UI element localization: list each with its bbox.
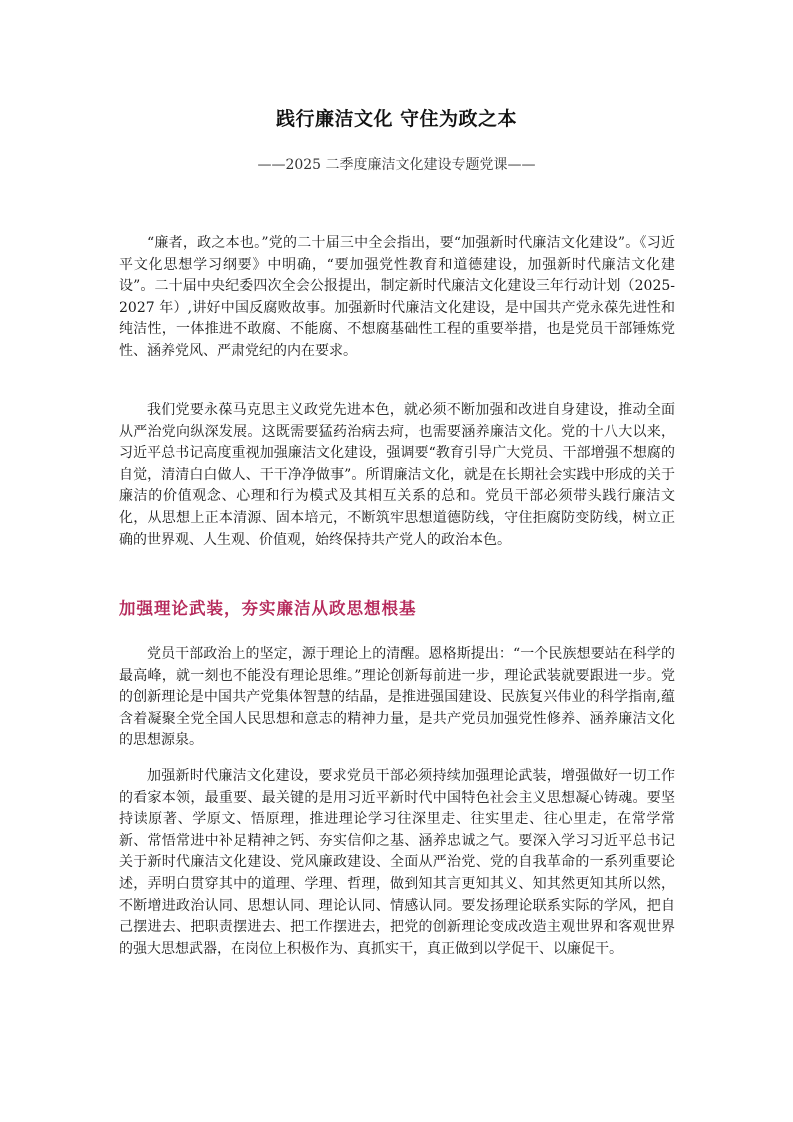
document-title: 践行廉洁文化 守住为政之本 — [275, 108, 518, 130]
paragraph: 党员干部政治上的坚定，源于理论上的清醒。恩格斯提出：“一个民族想要站在科学的最高峰，就一刻也不能没有理论思维。”理论创新每前进一步，理论武装就要跟进一步。党的创新理论是中国共产党集体智慧的结晶，是推进强国建设、民族复兴伟业的科学指南,蕴含着凝聚全党全国人民思想和意志的精神力量，是共产党员加强党性修养、涵养廉洁文化的思想源泉。 — [119, 646, 675, 749]
paragraph: “廉者，政之本也。”党的二十届三中全会指出，要“加强新时代廉洁文化建设”。《习近平文化思想学习纲要》中明确，“要加强党性教育和道德建设，加强新时代廉洁文化建设”。二十届中央纪委四次全会公报提出，制定新时代廉洁文化建设三年行动计划（2025-2027 年）,讲好中国反腐败故事。加强新时代廉洁文化建设，是中国共产党永葆先进性和纯洁性，一体推进不敢腐、不能腐、不想腐基础性工程的重要举措，也是党员干部锤炼党性、涵养党风、严肃党纪的内在要求。 — [119, 235, 675, 359]
paragraph: 我们党要永葆马克思主义政党先进本色，就必须不断加强和改进自身建设，推动全面从严治党向纵深发展。这既需要猛药治病去疴，也需要涵养廉洁文化。党的十八大以来，习近平总书记高度重视加强廉洁文化建设，强调要“教育引导广大党员、干部增强不想腐的自觉，清清白白做人、干干净净做事”。所谓廉洁文化，就是在长期社会实践中形成的关于廉洁的价值观念、心理和行为模式及其相互关系的总和。党员干部必须带头践行廉洁文化，从思想上正本清源、固本培元，不断筑牢思想道德防线，守住拒腐防变防线，树立正确的世界观、人生观、价值观，始终保持共产党人的政治本色。 — [119, 402, 675, 548]
paragraph: 加强新时代廉洁文化建设，要求党员干部必须持续加强理论武装，增强做好一切工作的看家本领，最重要、最关键的是用习近平新时代中国特色社会主义思想凝心铸魂。要坚持读原著、学原文、悟原理，推进理论学习往深里走、往实里走、往心里走，在常学常新、常悟常进中补足精神之钙、夯实信仰之基、涵养忠诚之气。要深入学习习近平总书记关于新时代廉洁文化建设、党风廉政建设、全面从严治党、党的自我革命的一系列重要论述，弄明白贯穿其中的道理、学理、哲理，做到知其言更知其义、知其然更知其所以然，不断增进政治认同、思想认同、理论认同、情感认同。要发扬理论联系实际的学风，把自己摆进去、把职责摆进去、把工作摆进去，把党的创新理论变成改造主观世界和客观世界的强大思想武器，在岗位上积极作为、真抓实干，真正做到以学促干、以廉促干。 — [119, 768, 675, 957]
section-heading: 加强理论武装，夯实廉洁从政思想根基 — [119, 599, 417, 618]
document-subtitle: ——2025 二季度廉洁文化建设专题党课—— — [257, 157, 536, 173]
